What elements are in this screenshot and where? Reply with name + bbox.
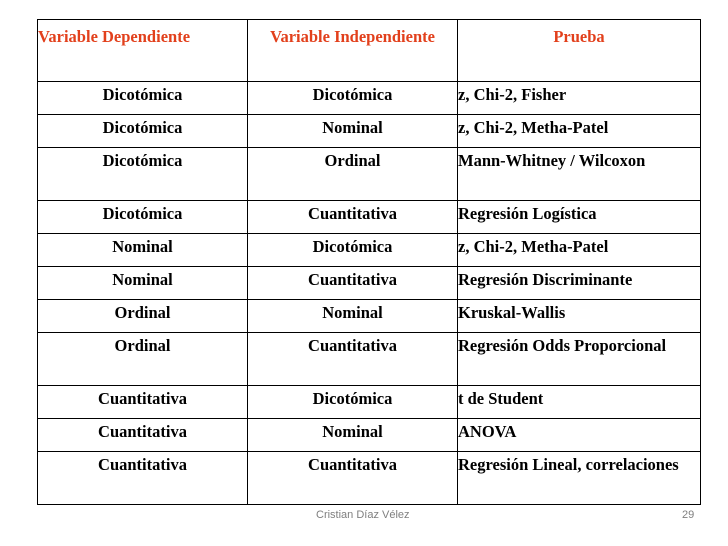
table-row <box>38 148 701 201</box>
table-row <box>38 300 701 333</box>
table-row <box>38 115 701 148</box>
cell-prueba: z, Chi-2, Fisher <box>458 82 701 115</box>
header-variable-independiente: Variable Independiente <box>248 20 458 82</box>
cell-dependiente: Dicotómica <box>38 148 248 201</box>
cell-dependiente: Ordinal <box>38 333 248 386</box>
cell-prueba: Regresión Logística <box>458 201 701 234</box>
cell-independiente: Cuantitativa <box>248 452 458 505</box>
table-row <box>38 201 701 234</box>
cell-dependiente: Dicotómica <box>38 82 248 115</box>
table-header-row <box>38 20 701 82</box>
cell-dependiente: Cuantitativa <box>38 386 248 419</box>
cell-prueba: Regresión Lineal, correlaciones <box>458 452 701 505</box>
table-row <box>38 386 701 419</box>
page-number: 29 <box>682 509 695 521</box>
cell-prueba: Mann-Whitney / Wilcoxon <box>458 148 701 201</box>
cell-independiente: Cuantitativa <box>248 201 458 234</box>
cell-independiente: Cuantitativa <box>248 267 458 300</box>
cell-independiente: Nominal <box>248 115 458 148</box>
cell-prueba: t de Student <box>458 386 701 419</box>
cell-prueba: Kruskal-Wallis <box>458 300 701 333</box>
table-row <box>38 267 701 300</box>
cell-dependiente: Dicotómica <box>38 201 248 234</box>
cell-prueba: z, Chi-2, Metha-Patel <box>458 234 701 267</box>
cell-independiente: Dicotómica <box>248 82 458 115</box>
cell-dependiente: Dicotómica <box>38 115 248 148</box>
table-row <box>38 452 701 505</box>
cell-dependiente: Ordinal <box>38 300 248 333</box>
cell-dependiente: Cuantitativa <box>38 419 248 452</box>
table-row <box>38 234 701 267</box>
footer-author: Cristian Díaz Vélez <box>316 509 410 521</box>
cell-dependiente: Nominal <box>38 234 248 267</box>
header-variable-dependiente: Variable Dependiente <box>38 20 248 82</box>
cell-independiente: Dicotómica <box>248 386 458 419</box>
cell-dependiente: Nominal <box>38 267 248 300</box>
cell-independiente: Ordinal <box>248 148 458 201</box>
cell-independiente: Dicotómica <box>248 234 458 267</box>
cell-independiente: Nominal <box>248 300 458 333</box>
table-row <box>38 333 701 386</box>
cell-independiente: Nominal <box>248 419 458 452</box>
table-row <box>38 419 701 452</box>
cell-independiente: Cuantitativa <box>248 333 458 386</box>
cell-prueba: z, Chi-2, Metha-Patel <box>458 115 701 148</box>
cell-dependiente: Cuantitativa <box>38 452 248 505</box>
statistical-tests-table <box>37 19 701 505</box>
cell-prueba: ANOVA <box>458 419 701 452</box>
cell-prueba: Regresión Odds Proporcional <box>458 333 701 386</box>
cell-prueba: Regresión Discriminante <box>458 267 701 300</box>
table-row <box>38 82 701 115</box>
header-prueba: Prueba <box>458 20 701 82</box>
